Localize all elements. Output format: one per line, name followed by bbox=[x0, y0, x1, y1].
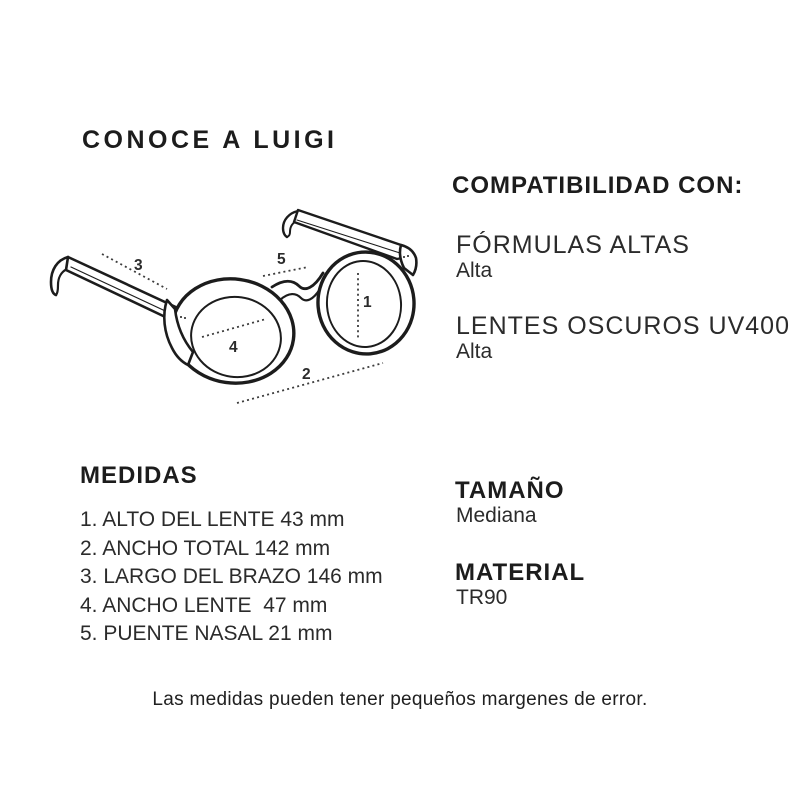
measure-item: 2. ANCHO TOTAL 142 mm bbox=[80, 536, 331, 560]
size-label: TAMAÑO bbox=[455, 477, 565, 504]
marker-1: 1 bbox=[363, 294, 372, 311]
measure-item: 4. ANCHO LENTE 47 mm bbox=[80, 593, 328, 617]
marker-5: 5 bbox=[277, 251, 286, 268]
size-value: Mediana bbox=[456, 504, 537, 527]
measure-item: 3. LARGO DEL BRAZO 146 mm bbox=[80, 565, 383, 588]
material-label: MATERIAL bbox=[455, 559, 586, 586]
measures-list bbox=[80, 506, 383, 649]
left-lens-icon bbox=[165, 271, 300, 391]
compatibility-item-value: Alta bbox=[456, 259, 493, 282]
left-temple-hook-icon bbox=[51, 257, 68, 295]
measure-item: 1. ALTO DEL LENTE 43 mm bbox=[80, 508, 345, 531]
page-title: CONOCE A LUIGI bbox=[82, 126, 338, 154]
right-temple-arm-icon bbox=[294, 210, 407, 259]
measure-item: 5. PUENTE NASAL 21 mm bbox=[80, 622, 333, 645]
compatibility-item-value: Alta bbox=[456, 340, 493, 363]
marker-3: 3 bbox=[134, 257, 143, 274]
compatibility-heading: COMPATIBILIDAD CON: bbox=[452, 172, 744, 199]
compatibility-item-label: LENTES OSCUROS UV400 bbox=[456, 312, 790, 340]
measure-line-5 bbox=[263, 267, 308, 276]
measures-heading: MEDIDAS bbox=[80, 462, 198, 489]
material-value: TR90 bbox=[456, 586, 508, 609]
bridge-icon bbox=[272, 273, 323, 300]
disclaimer-text: Las medidas pueden tener pequeños margenes de error. bbox=[152, 689, 648, 710]
marker-4: 4 bbox=[229, 339, 238, 356]
compatibility-item-label: FÓRMULAS ALTAS bbox=[456, 231, 690, 259]
marker-2: 2 bbox=[302, 366, 311, 383]
glasses-diagram bbox=[30, 190, 450, 430]
